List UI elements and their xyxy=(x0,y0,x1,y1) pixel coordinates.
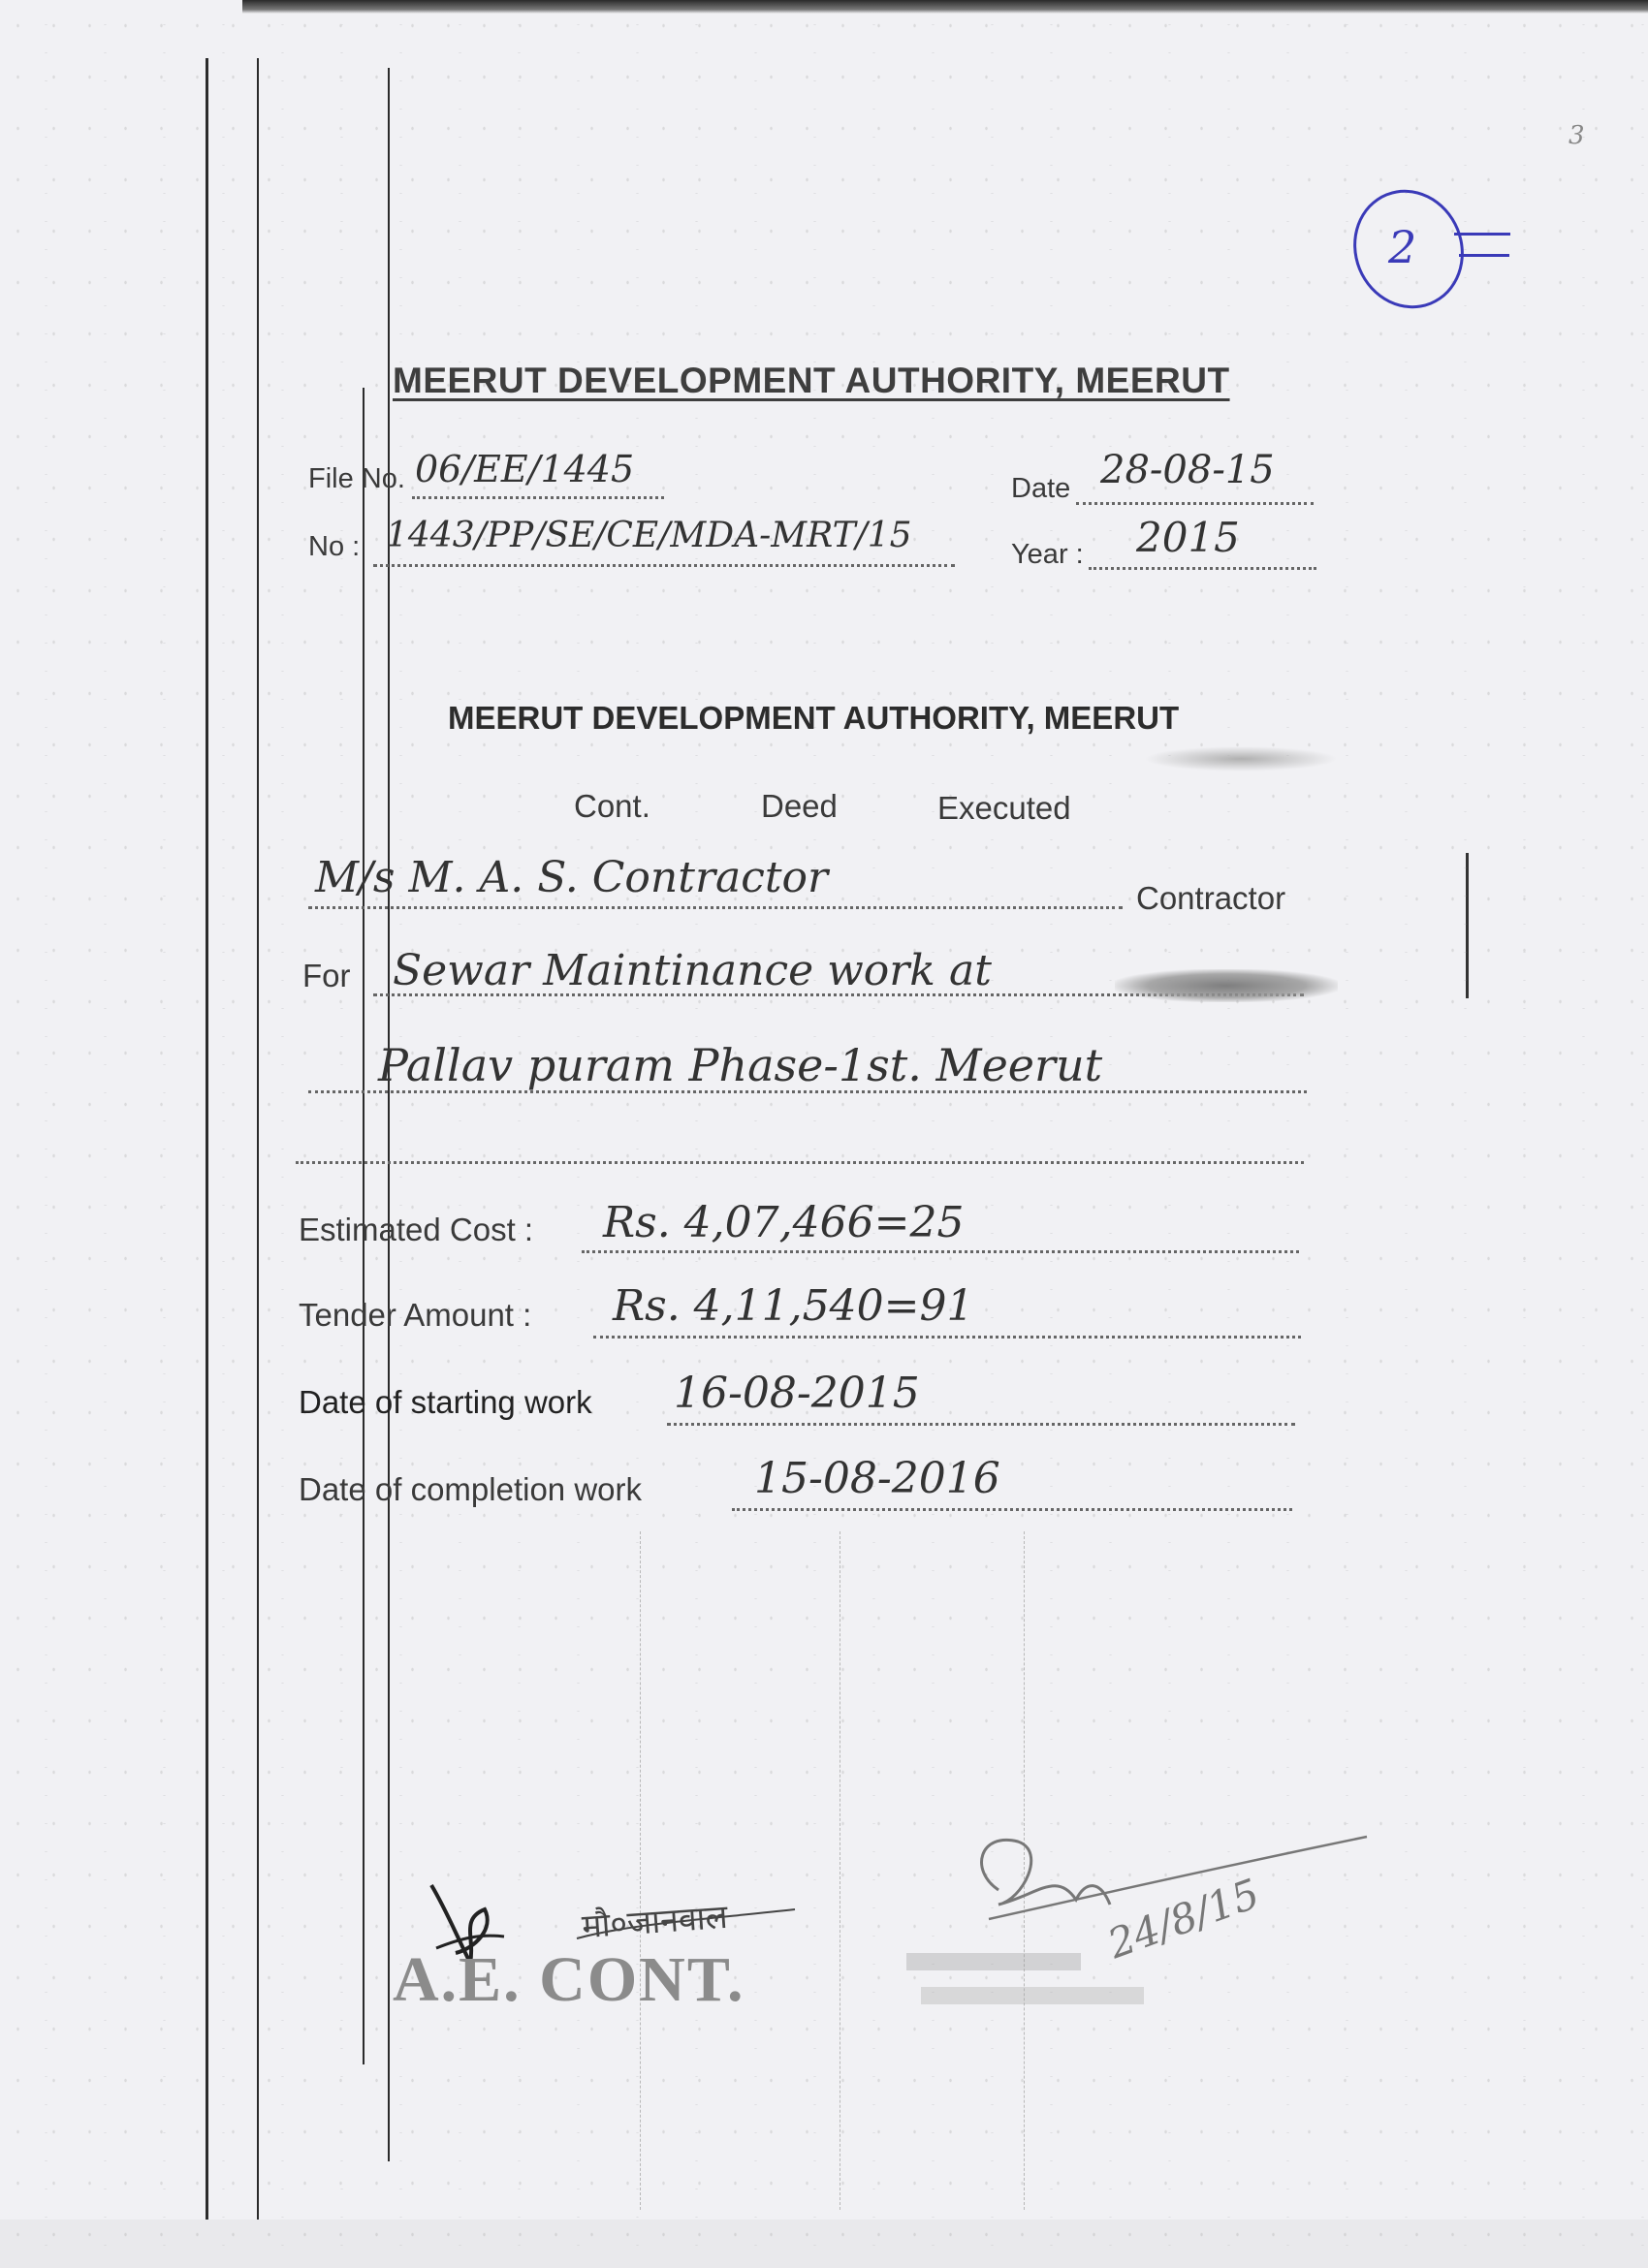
file-no-label: File No. xyxy=(308,463,405,494)
ink-smudge xyxy=(1144,746,1338,772)
signature-date: 24/8/15 xyxy=(1101,1869,1266,1969)
dotted-line xyxy=(1076,502,1314,505)
blue-dash-mark xyxy=(1459,254,1509,257)
no-label: No : xyxy=(308,531,361,562)
margin-line-2 xyxy=(257,58,259,2220)
dotted-line xyxy=(732,1508,1292,1511)
dotted-line xyxy=(1089,567,1316,570)
for-line-2: Pallav puram Phase-1st. Meerut xyxy=(378,1039,1103,1091)
tender-amount-value: Rs. 4,11,540=91 xyxy=(613,1281,974,1331)
blue-dash-mark xyxy=(1454,233,1510,236)
dotted-line xyxy=(582,1250,1299,1253)
faint-column-line xyxy=(640,1531,641,2210)
document-title: MEERUT DEVELOPMENT AUTHORITY, MEERUT xyxy=(393,361,1230,400)
ink-smudge xyxy=(1115,969,1338,1002)
scan-bottom-strip xyxy=(0,2220,1648,2268)
faint-office-stamp xyxy=(902,1943,1163,2021)
deed-word-deed: Deed xyxy=(761,788,838,824)
right-bracket-mark xyxy=(1466,853,1469,998)
year-value: 2015 xyxy=(1136,514,1240,561)
no-value: 1443/PP/SE/CE/MDA-MRT/15 xyxy=(386,516,912,555)
dotted-line xyxy=(308,1090,1307,1093)
dotted-line xyxy=(308,906,1123,909)
dotted-line xyxy=(412,496,664,499)
margin-line-1 xyxy=(206,58,208,2220)
completion-date-value: 15-08-2016 xyxy=(754,1454,1000,1503)
estimated-cost-value: Rs. 4,07,466=25 xyxy=(603,1198,965,1247)
dotted-line xyxy=(593,1336,1301,1339)
dotted-line xyxy=(667,1423,1295,1426)
scan-shadow-top xyxy=(242,0,1648,14)
contractor-value: M/s M. A. S. Contractor xyxy=(315,853,829,902)
contractor-label: Contractor xyxy=(1136,880,1286,916)
dotted-line-blank xyxy=(296,1161,1304,1164)
margin-line-3 xyxy=(388,68,390,2161)
deed-word-cont: Cont. xyxy=(574,788,650,824)
ae-cont-stamp: A.E. CONT. xyxy=(393,1944,745,2015)
date-label: Date xyxy=(1011,473,1071,504)
hindi-signature: मौ०जानवाल xyxy=(580,1897,729,1947)
year-label: Year : xyxy=(1011,539,1084,570)
deed-word-executed: Executed xyxy=(937,790,1071,826)
completion-date-label: Date of completion work xyxy=(299,1471,642,1507)
estimated-cost-label: Estimated Cost : xyxy=(299,1212,534,1247)
start-date-value: 16-08-2015 xyxy=(674,1369,920,1418)
date-value: 28-08-15 xyxy=(1100,448,1275,492)
file-no-value: 06/EE/1445 xyxy=(415,448,635,490)
start-date-label: Date of starting work xyxy=(299,1384,592,1420)
for-label: For xyxy=(302,958,351,993)
tender-amount-label: Tender Amount : xyxy=(299,1297,532,1333)
deed-title: MEERUT DEVELOPMENT AUTHORITY, MEERUT xyxy=(448,700,1180,736)
page-number: 3 xyxy=(1569,121,1585,150)
for-line-1: Sewar Maintinance work at xyxy=(393,946,992,995)
circled-number: 2 xyxy=(1388,221,1417,273)
dotted-line xyxy=(373,564,955,567)
